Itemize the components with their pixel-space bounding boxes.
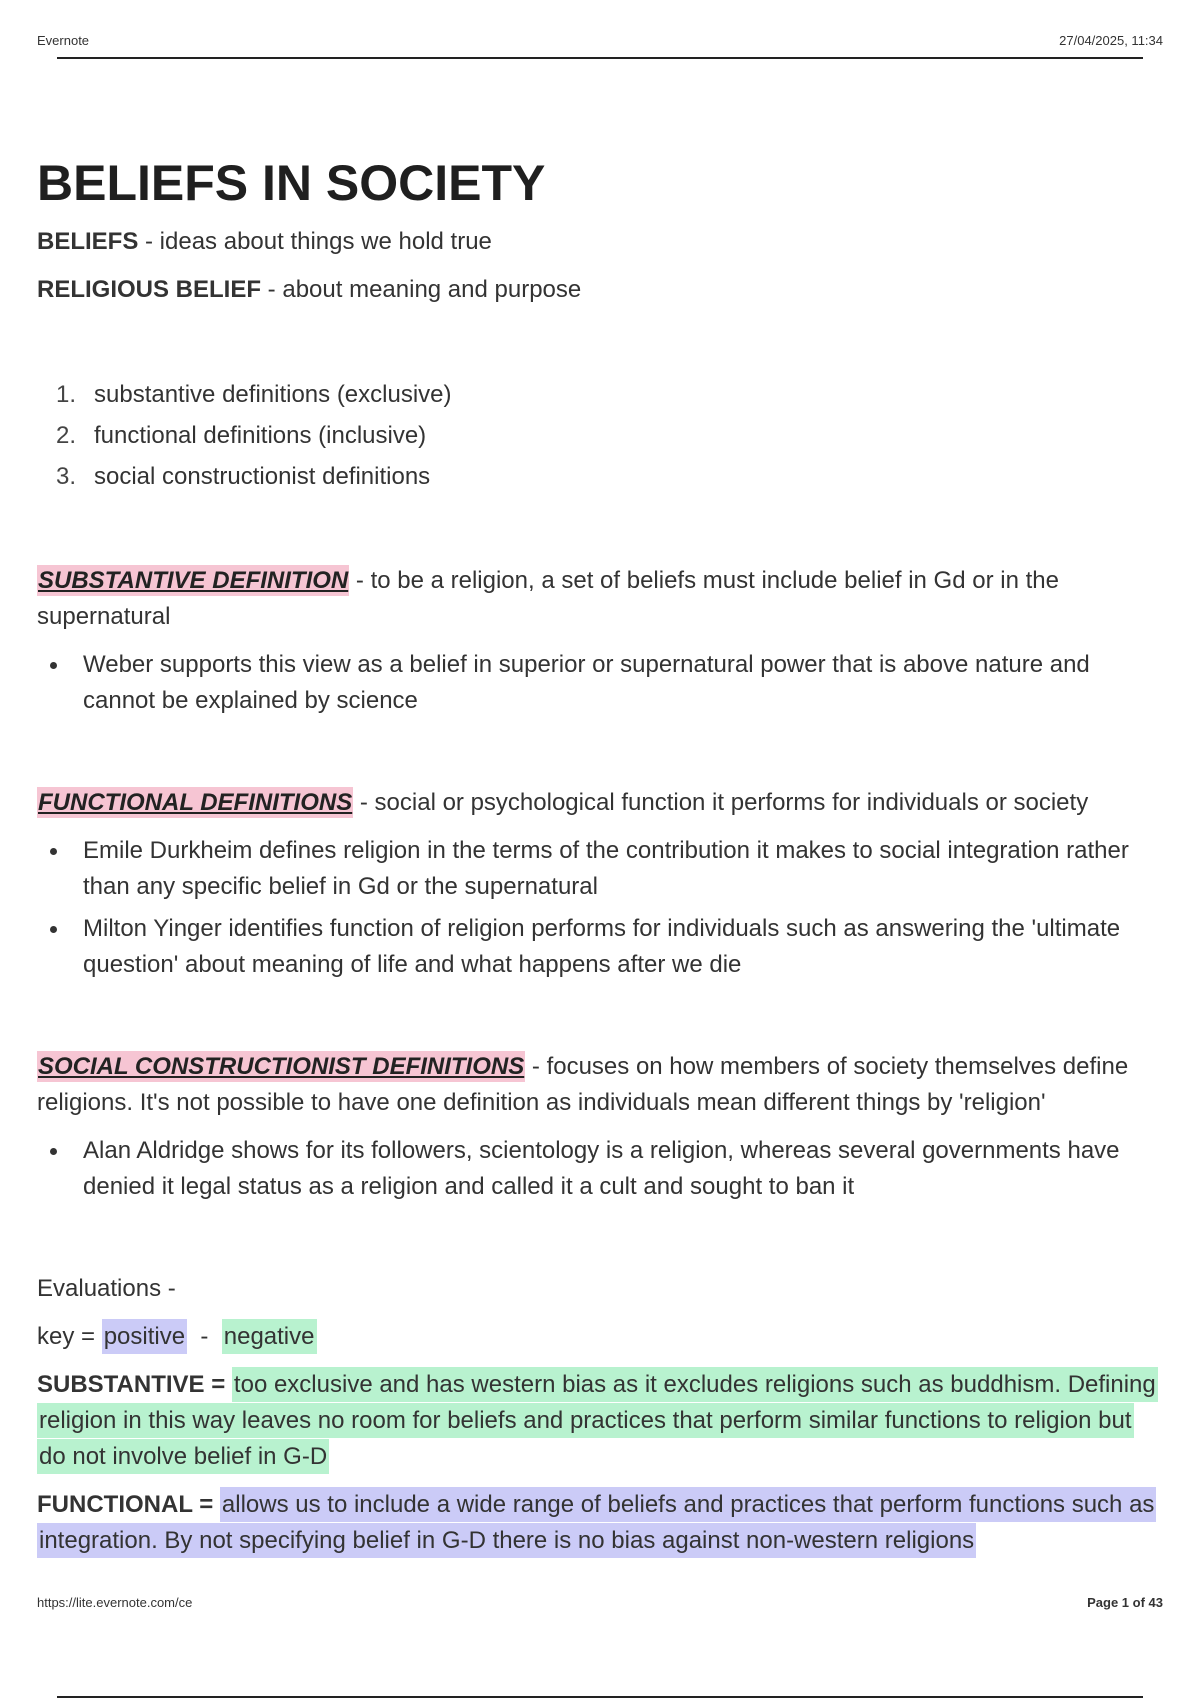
list-number: 3. (55, 463, 76, 490)
definition-beliefs (37, 224, 1163, 260)
numbered-list (37, 374, 1163, 497)
bullet-list (37, 647, 1163, 719)
list-item (37, 415, 1163, 456)
definition-term: BELIEFS (37, 228, 139, 255)
section-tag: SOCIAL CONSTRUCTIONIST DEFINITIONS (38, 1053, 525, 1080)
footer-url: https://lite.evernote.com/ce (37, 1595, 193, 1610)
header-divider (57, 57, 1143, 59)
bullet-item: Alan Aldridge shows for its followers, scientology is a religion, whereas several governments have denied it legal status as a religion and called it a cult and sought to ban it (37, 1133, 1163, 1205)
list-text: substantive definitions (exclusive) (94, 381, 452, 408)
section-text: - focuses on how members of society themselves define religions. It's not possible to have one definition as individuals mean different things by 'religion' (37, 1053, 1129, 1116)
evaluation-label: FUNCTIONAL = (37, 1491, 220, 1518)
evaluation-label: SUBSTANTIVE = (37, 1371, 232, 1398)
bullet-item: Emile Durkheim defines religion in the terms of the contribution it makes to social integration rather than any specific belief in Gd or the supernatural (37, 833, 1163, 905)
section-intro (37, 1049, 1163, 1121)
definition-term: RELIGIOUS BELIEF (37, 276, 262, 303)
section-functional (37, 785, 1163, 983)
list-number: 1. (55, 381, 76, 408)
section-text: - to be a religion, a set of beliefs must include belief in Gd or in the supernatural (37, 567, 1059, 630)
list-text: functional definitions (inclusive) (94, 422, 427, 449)
section-tag: FUNCTIONAL DEFINITIONS (38, 789, 353, 816)
list-number: 2. (55, 422, 76, 449)
evaluations-section (37, 1271, 1163, 1559)
bullet-list (37, 1133, 1163, 1205)
evaluation-functional (37, 1487, 1163, 1559)
color-key (37, 1319, 1163, 1355)
header-datetime: 27/04/2025, 11:34 (1059, 33, 1163, 48)
evaluation-substantive (37, 1367, 1163, 1475)
definition-text: - about meaning and purpose (261, 276, 582, 303)
evaluation-text-negative: too exclusive and has western bias as it excludes religions such as buddhism. Defining religion in this way leaves no room for beliefs and practices that perform similar functions to religion but do not involve belief in G-D (37, 1367, 1158, 1474)
key-label: key = (37, 1323, 102, 1350)
note-title: BELIEFS IN SOCIETY (37, 155, 546, 211)
section-tag: SUBSTANTIVE DEFINITION (38, 567, 349, 594)
header-app-name: Evernote (37, 33, 90, 48)
evaluations-heading: Evaluations - (37, 1275, 176, 1302)
section-social-constructionist (37, 1049, 1163, 1205)
bullet-item: Weber supports this view as a belief in superior or supernatural power that is above nature and cannot be explained by science (37, 647, 1163, 719)
definition-text: - ideas about things we hold true (138, 228, 492, 255)
definition-religious-belief (37, 272, 1163, 308)
list-item (37, 374, 1163, 415)
footer-divider (57, 1696, 1143, 1698)
section-text: - social or psychological function it performs for individuals or society (353, 789, 1089, 816)
list-item (37, 456, 1163, 497)
key-separator: - (187, 1323, 222, 1350)
section-intro (37, 785, 1163, 821)
note-body (37, 150, 1163, 1559)
section-intro (37, 563, 1163, 635)
bullet-list (37, 833, 1163, 983)
key-positive: positive (102, 1319, 187, 1354)
list-text: social constructionist definitions (94, 463, 431, 490)
evaluation-text-positive: allows us to include a wide range of beliefs and practices that perform functions such as integration. By not specifying belief in G-D there is no bias against non-western religions (37, 1487, 1156, 1558)
section-substantive (37, 563, 1163, 719)
key-negative: negative (222, 1319, 317, 1354)
footer-page-number: Page 1 of 43 (1087, 1595, 1163, 1610)
bullet-item: Milton Yinger identifies function of religion performs for individuals such as answering the 'ultimate question' about meaning of life and what happens after we die (37, 911, 1163, 983)
